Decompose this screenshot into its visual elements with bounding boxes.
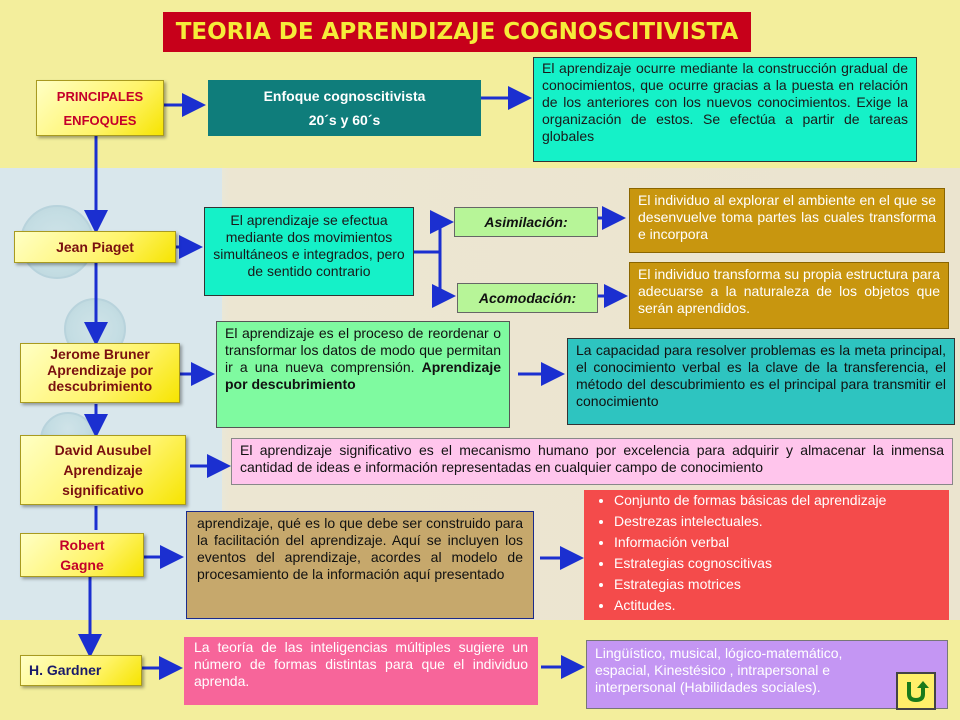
asimilacion-description: El individuo al explorar el ambiente en el que se desenvuelve toma partes las cuales transforma e incorpora bbox=[629, 188, 945, 253]
bruner-description bbox=[216, 321, 510, 428]
enfoques-label: ENFOQUES bbox=[63, 113, 137, 128]
gagne-list-items bbox=[592, 490, 941, 616]
bruner-subtitle: Aprendizaje por descubrimiento bbox=[47, 362, 153, 394]
arrow-to-acomodacion bbox=[440, 252, 450, 296]
arrow-to-asimilacion bbox=[414, 222, 448, 252]
ausubel-box: David Ausubel Aprendizaje significativo bbox=[20, 435, 186, 505]
piaget-description: El aprendizaje se efectua mediante dos movimientos simultáneos e integrados, pero de sentido contrario bbox=[204, 207, 414, 296]
piaget-box: Jean Piaget bbox=[14, 231, 176, 263]
bruner-result: La capacidad para resolver problemas es la meta principal, el conocimiento verbal es la clave de la transferencia, el método del descubrimiento es el principal para transmitir el conocimiento bbox=[567, 338, 955, 425]
bruner-box bbox=[20, 343, 180, 403]
enfoque-title: Enfoque cognoscitivista bbox=[263, 88, 426, 104]
return-u-turn-icon bbox=[903, 678, 929, 704]
asimilacion-box: Asimilación: bbox=[454, 207, 598, 237]
gagne-description: aprendizaje, qué es lo que debe ser construido para la facilitación del aprendizaje. Aquí se incluyen los eventos del aprendizaje, acordes al modelo de procesamiento de la información aquí presentado bbox=[186, 511, 534, 619]
gagne-box bbox=[20, 533, 144, 577]
list-item: • Información verbal bbox=[614, 532, 941, 553]
gagne-name-last: Gagne bbox=[60, 557, 104, 573]
return-button[interactable] bbox=[896, 672, 936, 710]
gardner-description: La teoría de las inteligencias múltiples sugiere un número de formas distintas para que el individuo aprenda. bbox=[184, 637, 538, 705]
list-item: • Conjunto de formas básicas del aprendizaje bbox=[614, 490, 941, 511]
bruner-name: Jerome Bruner bbox=[50, 346, 150, 362]
bruner-description-bold: Aprendizaje por descubrimiento bbox=[225, 359, 501, 392]
acomodacion-box: Acomodación: bbox=[457, 283, 598, 313]
enfoque-years: 20´s y 60´s bbox=[308, 112, 381, 128]
gagne-list bbox=[584, 490, 949, 620]
principales-label: PRINCIPALES bbox=[56, 89, 144, 104]
page-title: TEORIA DE APRENDIZAJE COGNOSCITIVISTA bbox=[163, 12, 751, 52]
principales-enfoques-box bbox=[36, 80, 164, 136]
list-item: • Estrategias cognoscitivas bbox=[614, 553, 941, 574]
enfoque-cognoscitivista-box bbox=[208, 80, 481, 136]
list-item: • Destrezas intelectuales. bbox=[614, 511, 941, 532]
list-item: • Actitudes. bbox=[614, 595, 941, 616]
gagne-name-first: Robert bbox=[59, 537, 105, 553]
bruner-description-text: El aprendizaje es el proceso de reordenar o transformar los datos de modo que permitan ir a una nueva comprensión. bbox=[225, 325, 501, 375]
enfoque-description: El aprendizaje ocurre mediante la construcción gradual de conocimientos, que ocurre gracias a la puesta en relación de los anteriores con los nuevos conocimientos. Exige la organización de estos. Se efectúa a partir de tareas globales bbox=[533, 57, 917, 162]
gardner-result: Lingüístico, musical, lógico-matemático, espacial, Kinestésico , intrapersonal e interpersonal (Habilidades sociales). bbox=[586, 640, 948, 709]
acomodacion-description: El individuo transforma su propia estructura para adecuarse a la naturaleza de los objetos que serán aprendidos. bbox=[629, 262, 949, 329]
list-item: • Estrategias motrices bbox=[614, 574, 941, 595]
ausubel-description: El aprendizaje significativo es el mecanismo humano por excelencia para adquirir y almacenar la inmensa cantidad de ideas e información representadas en cualquier campo de conocimiento bbox=[231, 438, 953, 485]
gardner-box: H. Gardner bbox=[20, 655, 142, 686]
